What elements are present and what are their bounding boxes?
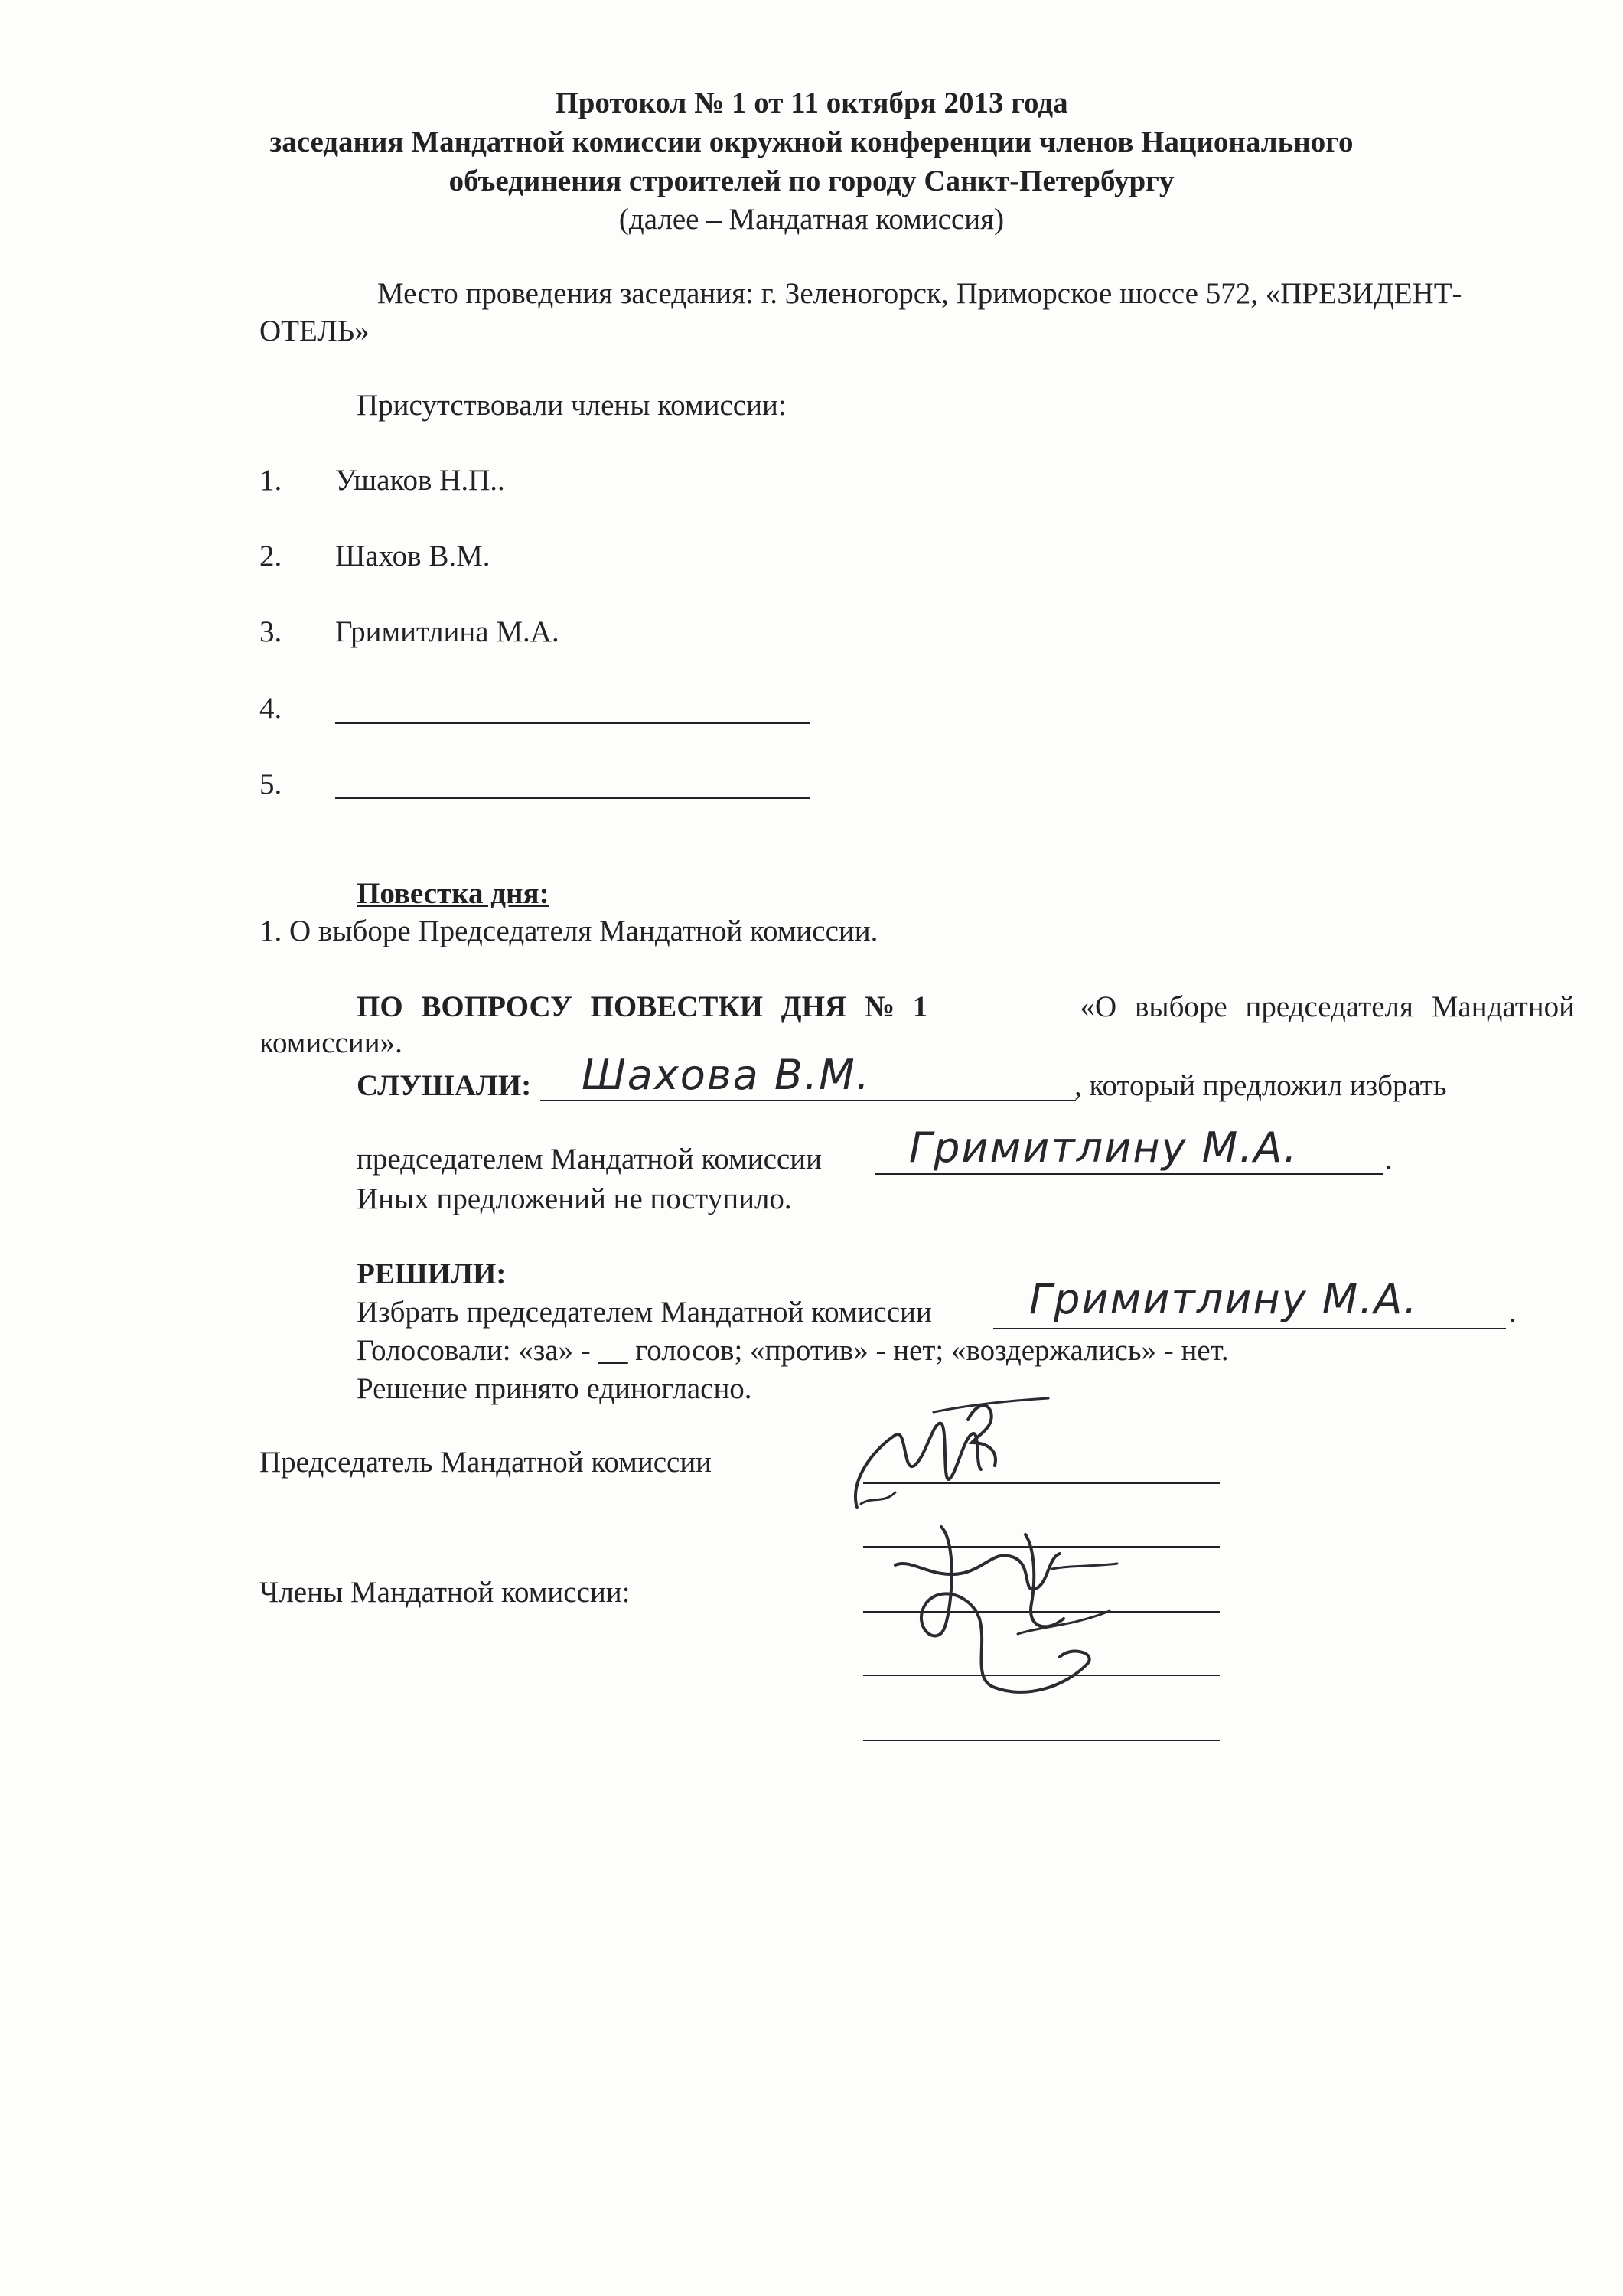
venue-line1: Место проведения заседания: г. Зеленогорск, Приморское шоссе 572, «ПРЕЗИДЕНТ- — [377, 277, 1462, 310]
attendee-number: 3. — [259, 615, 282, 648]
attendee-number: 4. — [259, 692, 282, 725]
agenda-item: 1. О выборе Председателя Мандатной комиссии. — [259, 915, 878, 947]
proposal-blank-line — [875, 1173, 1383, 1175]
question-label: ПО ВОПРОСУ ПОВЕСТКИ ДНЯ № 1 — [357, 990, 928, 1023]
attendee-blank-line — [335, 797, 810, 799]
proposal-prefix: председателем Мандатной комиссии — [357, 1143, 822, 1176]
heard-suffix: , который предложил избрать — [1074, 1069, 1447, 1102]
question-line2: комиссии». — [259, 1026, 402, 1059]
chair-signature — [842, 1389, 1071, 1527]
members-signature-label: Члены Мандатной комиссии: — [259, 1576, 631, 1609]
attendee-number: 5. — [259, 768, 282, 801]
member-signature — [880, 1512, 1133, 1711]
protocol-subtitle-line3: (далее – Мандатная комиссия) — [618, 203, 1005, 236]
decision-heading: РЕШИЛИ: — [357, 1257, 507, 1290]
heard-handwritten-name: Шахова В.М. — [582, 1051, 871, 1099]
question-topic: «О выборе председателя Мандатной — [1080, 990, 1575, 1023]
decision-suffix: . — [1509, 1296, 1517, 1329]
decision-prefix: Избрать председателем Мандатной комиссии — [357, 1296, 932, 1329]
attendee-blank-line — [335, 722, 810, 724]
proposal-handwritten-name: Гримитлину М.А. — [909, 1124, 1299, 1172]
decision-result: Решение принято единогласно. — [357, 1372, 752, 1405]
no-other-proposals: Иных предложений не поступило. — [357, 1182, 792, 1215]
decision-blank-line — [993, 1328, 1506, 1329]
attendees-heading: Присутствовали члены комиссии: — [357, 389, 787, 422]
protocol-title: Протокол № 1 от 11 октября 2013 года — [555, 86, 1068, 119]
attendee-name: Ушаков Н.П.. — [335, 464, 505, 497]
decision-handwritten-name: Гримитлину М.А. — [1029, 1275, 1419, 1323]
agenda-heading: Повестка дня: — [357, 877, 549, 910]
chair-signature-label: Председатель Мандатной комиссии — [259, 1446, 712, 1479]
attendee-name: Гримитлина М.А. — [335, 615, 559, 648]
question-line — [357, 990, 1575, 1025]
protocol-subtitle-line1: заседания Мандатной комиссии окружной конференции членов Национального — [269, 126, 1354, 158]
heard-label: СЛУШАЛИ: — [357, 1069, 532, 1102]
attendee-name: Шахов В.М. — [335, 540, 490, 572]
venue-line2: ОТЕЛЬ» — [259, 315, 370, 347]
heard-blank-line — [540, 1100, 1076, 1101]
signature-line — [863, 1740, 1220, 1741]
attendee-number: 2. — [259, 540, 282, 572]
vote-results: Голосовали: «за» - __ голосов; «против» - нет; «воздержались» - нет. — [357, 1334, 1229, 1367]
proposal-suffix: . — [1385, 1143, 1393, 1176]
protocol-subtitle-line2: объединения строителей по городу Санкт-Петербургу — [448, 165, 1175, 197]
attendee-number: 1. — [259, 464, 282, 497]
